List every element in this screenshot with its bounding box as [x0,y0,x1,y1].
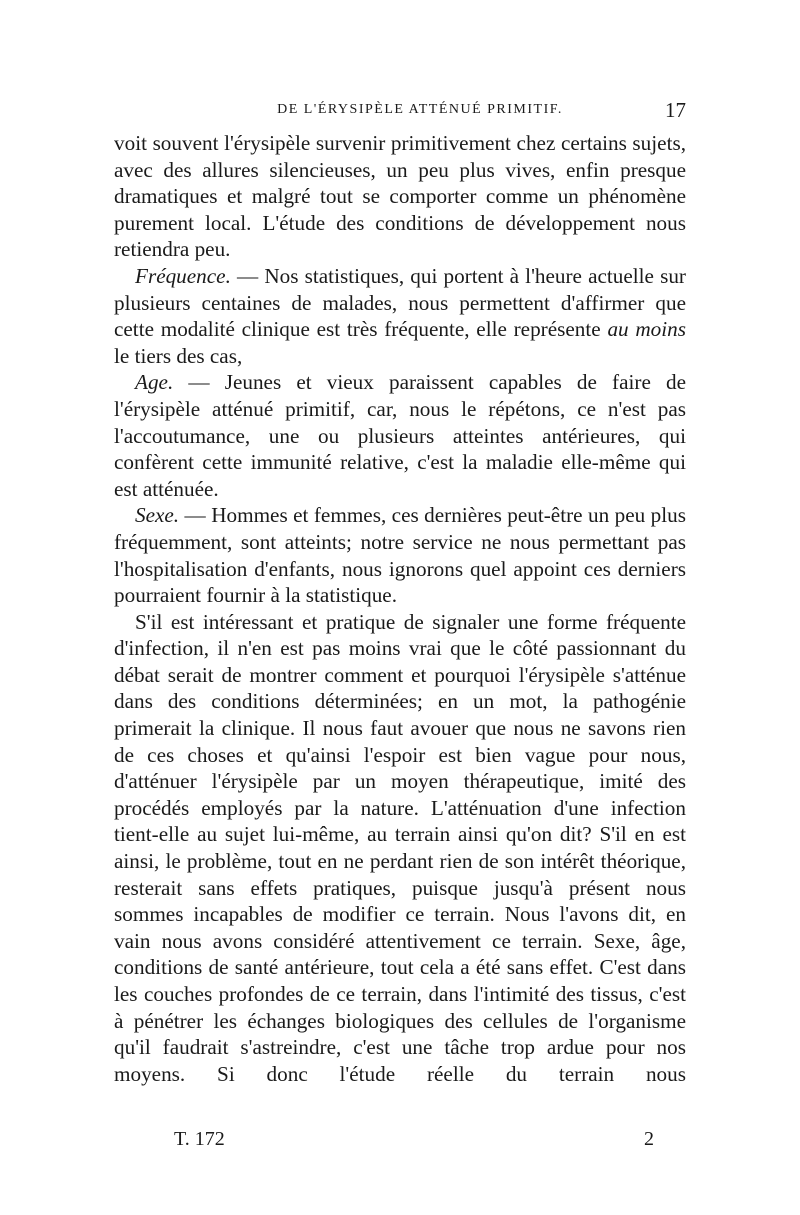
paragraph-frequence [114,263,686,369]
paragraph-continuation [114,130,686,263]
page-footer [114,1128,686,1154]
printer-signature: T. 172 [174,1128,225,1150]
paragraph-age [114,369,686,502]
body-text [114,130,686,1087]
paragraph-text: — Hommes et femmes, ces dernières peut-être un peu plus fréquemment, sont atteints; notre service ne nous permettant pas l'hospitalisation d'enfants, nous ignorons quel appoint ces derniers pourraient fournir à la statistique. [114,503,686,608]
emphasis-text: au moins [607,317,686,342]
paragraph-text: — Jeunes et vieux paraissent capables de faire de l'érysipèle atténué primitif, car, nous le répétons, ce n'est pas l'accoutumance, une ou plusieurs atteintes antérieures, qui confèrent cette immunité relative, c'est la maladie elle-même qui est atténuée. [114,370,686,501]
paragraph-text: voit souvent l'érysipèle survenir primitivement chez certains sujets, avec des allures silencieuses, un peu plus vives, enfin presque dramatiques et malgré tout se comporter comme un phénomène purement local. L'étude des conditions de développement nous retiendra peu. [114,131,686,262]
paragraph-text: le tiers des cas, [114,343,243,368]
page-number: 17 [665,98,686,122]
sheet-number: 2 [644,1128,654,1150]
section-lead-frequence: Fréquence. [135,263,231,288]
paragraph-text: S'il est intéressant et pratique de signaler une forme fréquente d'infection, il n'en est pas moins vrai que le côté passionnant du débat serait de montrer comment et pourquoi l'érysipèle s'atténue dans des conditions déterminées; en un mot, la pathogénie primerait la clinique. Il nous faut avouer que nous ne savons rien de ces choses et qu'ainsi l'espoir est bien vague pour nous, d'atténuer l'érysipèle par un moyen thérapeutique, imité des procédés employés par la nature. L'atténuation d'une infection tient-elle au sujet lui-même, au terrain ainsi qu'on dit? S'il en est ainsi, le problème, tout en ne perdant rien de son intérêt théorique, resterait sans effets pratiques, puisque jusqu'à présent nous sommes incapables de modifier ce terrain. Nous l'avons dit, en vain nous avons considéré attentivement ce terrain. Sexe, âge, conditions de santé antérieure, tout cela a été sans effet. C'est dans les couches profondes de ce terrain, dans l'intimité des tissus, c'est à pénétrer les échanges biologiques des cellules de l'organisme qu'il faudrait s'astreindre, c'est une tâche trop ardue pour nos moyens. Si donc l'étude réelle du terrain nous [114,609,686,1086]
running-title: DE L'ÉRYSIPÈLE ATTÉNUÉ PRIMITIF. [277,102,563,117]
running-head [114,100,686,124]
paragraph-text: — Nos statistiques, qui portent à l'heure actuelle sur plusieurs centaines de malades, nous permettent d'affirmer que cette modalité clinique est très fréquente, elle représente [114,263,686,342]
section-lead-age: Age. [135,370,174,395]
paragraph-pathogenie [114,609,686,1088]
paragraph-sexe [114,502,686,608]
section-lead-sexe: Sexe. [135,503,180,528]
